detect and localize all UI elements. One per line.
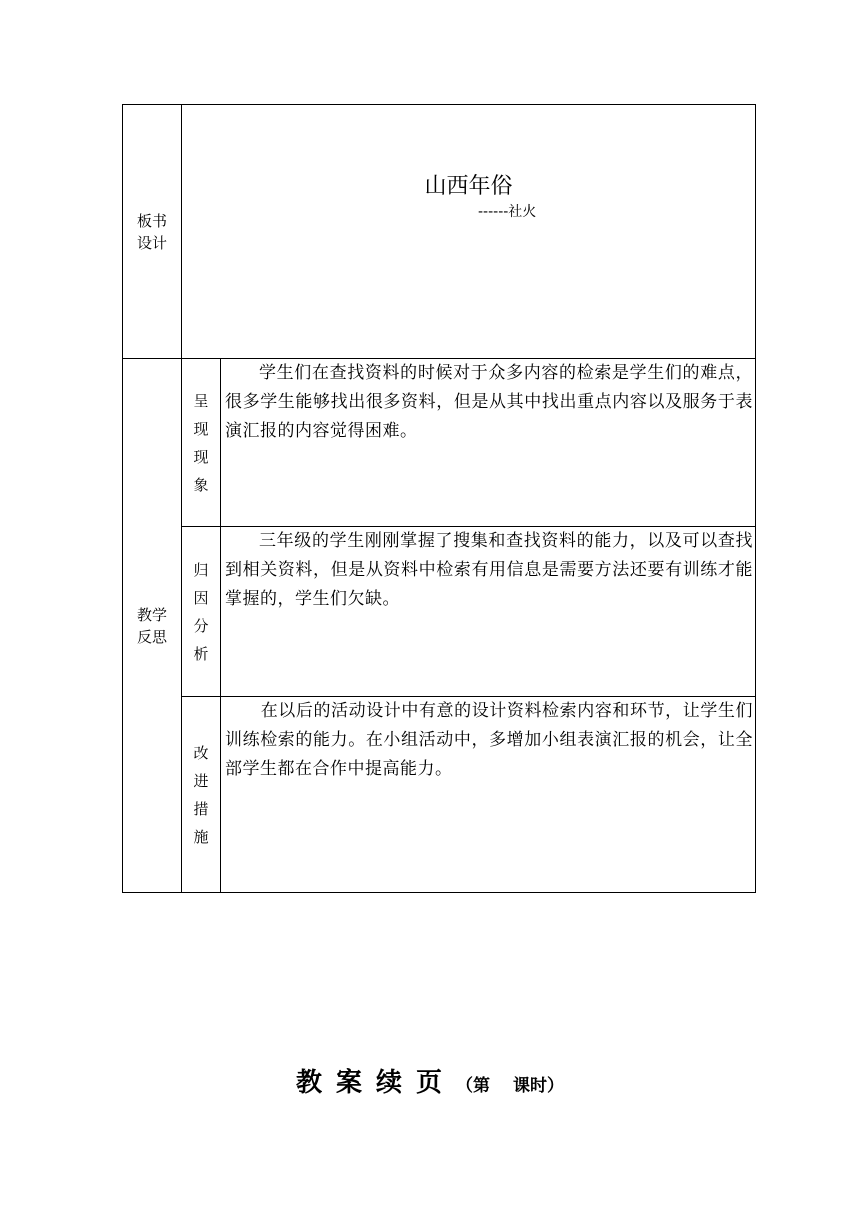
board-design-label-line2: 设计 <box>136 233 167 252</box>
reflection-label <box>123 359 182 893</box>
measures-label-char: 进 <box>193 771 209 790</box>
continuation-page-title <box>0 1062 860 1099</box>
phenomenon-content <box>221 359 756 527</box>
analysis-text: 三年级的学生刚刚掌握了搜集和查找资料的能力，以及可以查找到相关资料，但是从资料中检索有用信息是需要方法还要有训练才能掌握的，学生们欠缺。 <box>225 531 753 609</box>
reflection-label-line1: 教学 <box>136 605 167 624</box>
board-title: 山西年俗 <box>424 174 513 199</box>
board-design-label-line1: 板书 <box>136 211 167 230</box>
reflection-row-analysis <box>123 527 756 697</box>
measures-text: 在以后的活动设计中有意的设计资料检索内容和环节，让学生们训练检索的能力。在小组活动中，多增加小组表演汇报的机会，让全部学生都在合作中提高能力。 <box>225 701 753 779</box>
analysis-content <box>221 527 756 697</box>
continuation-page-main: 教案续页 <box>296 1068 457 1098</box>
phenomenon-text: 学生们在查找资料的时候对于众多内容的检索是学生们的难点，很多学生能够找出很多资料，但是从其中找出重点内容以及服务于表演汇报的内容觉得困难。 <box>225 363 753 441</box>
phenomenon-label-char: 现 <box>193 419 209 438</box>
measures-label-char: 施 <box>193 827 209 846</box>
measures-label <box>182 697 221 893</box>
lesson-plan-table <box>122 104 756 893</box>
analysis-label-char: 归 <box>193 560 209 579</box>
analysis-label <box>182 527 221 697</box>
board-design-content <box>182 105 756 359</box>
analysis-label-char: 分 <box>193 616 209 635</box>
phenomenon-label-char: 呈 <box>193 391 209 410</box>
reflection-row-phenomenon <box>123 359 756 527</box>
board-design-row <box>123 105 756 359</box>
reflection-label-line2: 反思 <box>136 627 167 646</box>
reflection-row-measures <box>123 697 756 893</box>
phenomenon-label <box>182 359 221 527</box>
analysis-label-char: 因 <box>193 588 209 607</box>
analysis-label-char: 析 <box>193 644 209 663</box>
measures-content <box>221 697 756 893</box>
phenomenon-label-char: 象 <box>193 475 209 494</box>
phenomenon-label-char: 现 <box>193 447 209 466</box>
board-design-label <box>123 105 182 359</box>
measures-label-char: 措 <box>193 799 209 818</box>
board-subtitle: ------社火 <box>478 204 537 220</box>
continuation-page-lesson: （第 课时） <box>456 1076 564 1096</box>
measures-label-char: 改 <box>193 743 209 762</box>
